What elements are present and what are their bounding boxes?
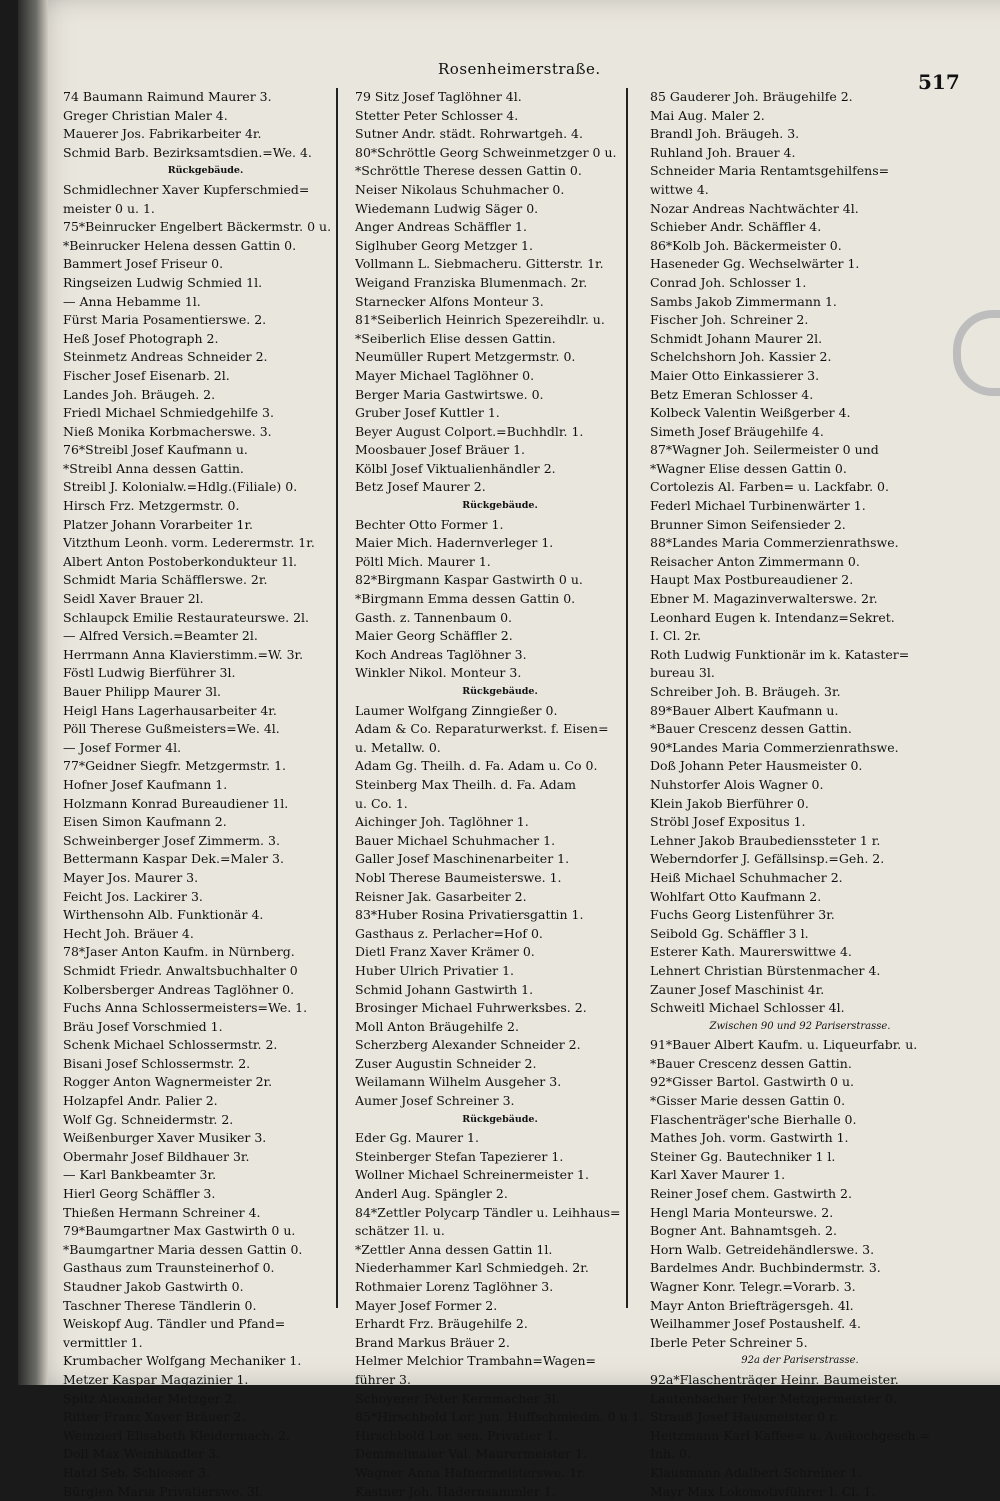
directory-entry: Neiser Nikolaus Schuhmacher 0.	[355, 181, 565, 197]
directory-entry: Reiner Josef chem. Gastwirth 2.	[650, 1186, 852, 1202]
directory-entry: Federl Michael Turbinenwärter 1.	[650, 498, 866, 514]
directory-entry: Stetter Peter Schlosser 4.	[355, 107, 519, 123]
directory-entry: Schneider Maria Rentamtsgehilfens=	[650, 163, 890, 179]
directory-entry: Ruhland Joh. Brauer 4.	[650, 144, 796, 160]
directory-entry: führer 3.	[355, 1371, 411, 1387]
directory-entry: Albert Anton Postoberkondukteur 1l.	[63, 553, 297, 569]
directory-entry: Bardelmes Andr. Buchbindermstr. 3.	[650, 1260, 881, 1276]
directory-entry: Schoyerer Peter Kernmacher 3l.	[355, 1390, 560, 1406]
directory-entry: Sambs Jakob Zimmermann 1.	[650, 293, 837, 309]
directory-entry: *Bauer Crescenz dessen Gattin.	[650, 1055, 852, 1071]
directory-entry: 85*Hirschbold Lor. jun. Huffschmiedm. 0 u 1.	[355, 1409, 644, 1425]
directory-entry: Neumüller Rupert Metzgermstr. 0.	[355, 349, 576, 365]
directory-entry: Thießen Hermann Schreiner 4.	[63, 1204, 261, 1220]
directory-entry: Metzer Kaspar Magazinier 1.	[63, 1371, 249, 1387]
directory-entry: Schmidlechner Xaver Kupferschmied=	[63, 181, 310, 197]
directory-entry: Schlaupck Emilie Restaurateurswe. 2l.	[63, 609, 310, 625]
directory-entry: Aumer Josef Schreiner 3.	[355, 1093, 515, 1109]
directory-entry: Schmid Johann Gastwirth 1.	[355, 981, 534, 997]
directory-entry: schätzer 1l. u.	[355, 1223, 445, 1239]
directory-entry: Esterer Kath. Maurerswittwe 4.	[650, 944, 852, 960]
directory-entry: Mayr Max Lokomotivführer I. Cl. 1.	[650, 1483, 876, 1499]
directory-entry: Doll Max Weinhändler 3.	[63, 1446, 220, 1462]
directory-entry: 85 Gauderer Joh. Bräugehilfe 2.	[650, 89, 853, 104]
directory-entry: Schelchshorn Joh. Kassier 2.	[650, 349, 832, 365]
directory-entry: Wagner Anna Hafnermeisterswe. 1r.	[355, 1464, 586, 1480]
directory-entry: Demmelmaier Val. Maurermeister 1.	[355, 1446, 588, 1462]
directory-entry: Anderl Aug. Spängler 2.	[355, 1186, 508, 1202]
directory-entry: Greger Christian Maler 4.	[63, 107, 228, 123]
page-gutter	[18, 0, 48, 1385]
directory-entry: Bauer Michael Schuhmacher 1.	[355, 832, 556, 848]
directory-entry: 78*Jaser Anton Kaufm. in Nürnberg.	[63, 944, 295, 960]
running-head: Rosenheimerstraße.	[438, 60, 601, 78]
directory-entry: u. Metallw. 0.	[355, 739, 441, 755]
directory-entry: Doß Johann Peter Hausmeister 0.	[650, 758, 863, 774]
directory-entry: Taschner Therese Tändlerin 0.	[63, 1297, 257, 1313]
directory-entry: Brandl Joh. Bräugeh. 3.	[650, 126, 800, 142]
directory-entry: Heß Josef Photograph 2.	[63, 330, 219, 346]
directory-entry: 91*Bauer Albert Kaufm. u. Liqueurfabr. u.	[650, 1037, 918, 1053]
directory-entry: Hirsch Frz. Metzgermstr. 0.	[63, 498, 240, 514]
directory-entry: Mauerer Jos. Fabrikarbeiter 4r.	[63, 126, 262, 142]
directory-entry: Hofner Josef Kaufmann 1.	[63, 776, 228, 792]
directory-entry: Weißenburger Xaver Musiker 3.	[63, 1130, 267, 1146]
directory-entry: *Baumgartner Maria dessen Gattin 0.	[63, 1241, 303, 1257]
directory-entry: Hengl Maria Monteurswe. 2.	[650, 1204, 834, 1220]
directory-entry: Wirthensohn Alb. Funktionär 4.	[63, 907, 264, 923]
directory-entry: 79*Baumgartner Max Gastwirth 0 u.	[63, 1223, 296, 1239]
directory-entry: Mayr Anton Briefträgersgeh. 4l.	[650, 1297, 854, 1313]
directory-entry: *Streibl Anna dessen Gattin.	[63, 460, 244, 476]
directory-entry: Rogger Anton Wagnermeister 2r.	[63, 1074, 273, 1090]
directory-entry: Weilamann Wilhelm Ausgeher 3.	[355, 1074, 562, 1090]
directory-entry: Krumbacher Wolfgang Mechaniker 1.	[63, 1353, 302, 1369]
directory-entry: Flaschenträger'sche Bierhalle 0.	[650, 1111, 857, 1127]
directory-entry: Wiedemann Ludwig Säger 0.	[355, 200, 539, 216]
directory-entry: Obermahr Josef Bildhauer 3r.	[63, 1148, 250, 1164]
directory-entry: Rückgebäude.	[462, 1113, 538, 1125]
directory-entry: Mayer Michael Taglöhner 0.	[355, 367, 535, 383]
directory-entry: Haseneder Gg. Wechselwärter 1.	[650, 256, 860, 272]
directory-entry: Kolbersberger Andreas Taglöhner 0.	[63, 981, 295, 997]
paper-clip	[953, 310, 1000, 396]
directory-entry: Scherzberg Alexander Schneider 2.	[355, 1037, 581, 1053]
directory-entry: Cortolezis Al. Farben= u. Lackfabr. 0.	[650, 479, 889, 495]
directory-entry: Gruber Josef Kuttler 1.	[355, 405, 500, 421]
directory-entry: 77*Geidner Siegfr. Metzgermstr. 1.	[63, 758, 287, 774]
directory-entry: Starnecker Alfons Monteur 3.	[355, 293, 544, 309]
directory-entry: Steinmetz Andreas Schneider 2.	[63, 349, 268, 365]
directory-entry: Helmer Melchior Trambahn=Wagen=	[355, 1353, 596, 1369]
directory-entry: Weiskopf Aug. Tändler und Pfand=	[63, 1316, 286, 1332]
directory-entry: I. Cl. 2r.	[650, 628, 701, 644]
directory-entry: Feicht Jos. Lackirer 3.	[63, 888, 203, 904]
directory-entry: Weigand Franziska Blumenmach. 2r.	[355, 274, 588, 290]
directory-entry: Weinzierl Elisabeth Kleidermach. 2.	[63, 1427, 290, 1443]
directory-entry: Haupt Max Postbureaudiener 2.	[650, 572, 854, 588]
directory-entry: Schmidt Maria Schäfflerswe. 2r.	[63, 572, 268, 588]
directory-entry: Nuhstorfer Alois Wagner 0.	[650, 776, 824, 792]
directory-entry: Ebner M. Magazinverwalterswe. 2r.	[650, 591, 878, 607]
directory-entry: Ringseizen Ludwig Schmied 1l.	[63, 274, 263, 290]
directory-entry: Bechter Otto Former 1.	[355, 516, 504, 532]
directory-entry: Mayer Josef Former 2.	[355, 1297, 498, 1313]
directory-entry: Eisen Simon Kaufmann 2.	[63, 814, 227, 830]
directory-entry: Wolf Gg. Schneidermstr. 2.	[63, 1111, 234, 1127]
directory-entry: Reisner Jak. Gasarbeiter 2.	[355, 888, 527, 904]
directory-entry: Herrmann Anna Klavierstimm.=W. 3r.	[63, 646, 304, 662]
directory-entry: Hecht Joh. Bräuer 4.	[63, 925, 194, 941]
directory-entry: Moll Anton Bräugehilfe 2.	[355, 1018, 519, 1034]
directory-entry: *Birgmann Emma dessen Gattin 0.	[355, 591, 576, 607]
directory-entry: Wohlfart Otto Kaufmann 2.	[650, 888, 822, 904]
directory-entry: Adam Gg. Theilh. d. Fa. Adam u. Co 0.	[355, 758, 598, 774]
directory-entry: Seibold Gg. Schäffler 3 l.	[650, 925, 809, 941]
column-1	[63, 88, 348, 1501]
directory-entry: Koch Andreas Taglöhner 3.	[355, 646, 527, 662]
directory-entry: Schweitl Michael Schlosser 4l.	[650, 1000, 845, 1016]
directory-entry: Mai Aug. Maler 2.	[650, 107, 765, 123]
directory-entry: — Josef Former 4l.	[63, 739, 182, 755]
directory-entry: 84*Zettler Polycarp Tändler u. Leihhaus=	[355, 1204, 621, 1220]
directory-entry: Zauner Josef Maschinist 4r.	[650, 981, 825, 997]
directory-entry: Erhardt Frz. Bräugehilfe 2.	[355, 1316, 528, 1332]
directory-entry: Zwischen 90 und 92 Pariserstrasse.	[709, 1020, 891, 1032]
directory-entry: Pöltl Mich. Maurer 1.	[355, 553, 491, 569]
directory-entry: wittwe 4.	[650, 181, 709, 197]
directory-entry: Vitzthum Leonh. vorm. Lederermstr. 1r.	[63, 535, 315, 551]
directory-entry: Brosinger Michael Fuhrwerksbes. 2.	[355, 1000, 587, 1016]
directory-entry: Betz Emeran Schlosser 4.	[650, 386, 814, 402]
directory-entry: Heiß Michael Schuhmacher 2.	[650, 869, 843, 885]
directory-entry: *Schröttle Therese dessen Gattin 0.	[355, 163, 582, 179]
directory-entry: Steiner Gg. Bautechniker 1 l.	[650, 1148, 836, 1164]
directory-entry: Spitz Alexander Metzger 2.	[63, 1390, 237, 1406]
directory-entry: vermittler 1.	[63, 1334, 143, 1350]
directory-entry: 88*Landes Maria Commerzienrathswe.	[650, 535, 899, 551]
directory-entry: Fischer Joh. Schreiner 2.	[650, 312, 809, 328]
directory-entry: Galler Josef Maschinenarbeiter 1.	[355, 851, 570, 867]
directory-entry: Zuser Augustin Schneider 2.	[355, 1055, 537, 1071]
directory-entry: Anger Andreas Schäffler 1.	[355, 219, 527, 235]
directory-entry: 76*Streibl Josef Kaufmann u.	[63, 442, 248, 458]
directory-entry: Siglhuber Georg Metzger 1.	[355, 237, 533, 253]
directory-entry: Aichinger Joh. Taglöhner 1.	[355, 814, 529, 830]
directory-entry: Landes Joh. Bräugeh. 2.	[63, 386, 216, 402]
directory-entry: *Beinrucker Helena dessen Gattin 0.	[63, 237, 297, 253]
directory-entry: *Zettler Anna dessen Gattin 1l.	[355, 1241, 553, 1257]
directory-entry: Iberle Peter Schreiner 5.	[650, 1334, 808, 1350]
directory-entry: Conrad Joh. Schlosser 1.	[650, 274, 807, 290]
column-2	[355, 88, 645, 1501]
directory-entry: Schweinberger Josef Zimmerm. 3.	[63, 832, 280, 848]
directory-entry: 89*Bauer Albert Kaufmann u.	[650, 702, 839, 718]
directory-entry: Ströbl Josef Expositus 1.	[650, 814, 806, 830]
directory-entry: Wagner Konr. Telegr.=Vorarb. 3.	[650, 1279, 856, 1294]
directory-entry: *Seiberlich Elise dessen Gattin.	[355, 330, 556, 346]
directory-entry: Seidl Xaver Brauer 2l.	[63, 591, 204, 607]
directory-entry: Betz Josef Maurer 2.	[355, 479, 486, 495]
directory-entry: Kolbeck Valentin Weißgerber 4.	[650, 405, 851, 421]
book-page	[18, 0, 1000, 1499]
directory-entry: bureau 3l.	[650, 665, 715, 681]
directory-entry: Holzmann Konrad Bureaudiener 1l.	[63, 795, 289, 811]
directory-entry: Bisani Josef Schlossermstr. 2.	[63, 1055, 251, 1071]
directory-entry: Schreiber Joh. B. Bräugeh. 3r.	[650, 684, 841, 699]
directory-entry: Fürst Maria Posamentierswe. 2.	[63, 312, 267, 328]
directory-entry: 92*Gisser Bartol. Gastwirth 0 u.	[650, 1074, 854, 1090]
directory-entry: Ritter Franz Xaver Bräuer 2.	[63, 1409, 246, 1425]
directory-entry: 82*Birgmann Kaspar Gastwirth 0 u.	[355, 572, 583, 588]
directory-entry: Schmidt Friedr. Anwaltsbuchhalter 0	[63, 962, 298, 978]
directory-entry: Brand Markus Bräuer 2.	[355, 1334, 510, 1350]
directory-entry: 92a*Flaschenträger Heinr. Baumeister.	[650, 1371, 899, 1387]
directory-entry: Mayer Jos. Maurer 3.	[63, 869, 199, 885]
directory-entry: Steinberg Max Theilh. d. Fa. Adam	[355, 776, 576, 792]
directory-entry: 81*Seiberlich Heinrich Spezereihdlr. u.	[355, 312, 605, 328]
directory-entry: Bogner Ant. Bahnamtsgeh. 2.	[650, 1223, 837, 1239]
directory-entry: Gasthaus zum Traunsteinerhof 0.	[63, 1260, 275, 1276]
directory-entry: 92a der Pariserstrasse.	[741, 1355, 859, 1367]
directory-entry: Bürglen Maria Privatierswe. 3l.	[63, 1483, 263, 1499]
directory-entry: 75*Beinrucker Engelbert Bäckermstr. 0 u.	[63, 219, 332, 235]
directory-entry: 86*Kolb Joh. Bäckermeister 0.	[650, 237, 842, 253]
directory-entry: Fuchs Anna Schlossermeisters=We. 1.	[63, 1000, 308, 1016]
directory-entry: Hirschbold Lor. sen. Privatier 1.	[355, 1427, 559, 1443]
directory-entry: Kastner Joh. Hadernsammler 1.	[355, 1483, 556, 1499]
directory-entry: Strauß Josef Hausmeister 0 r.	[650, 1409, 838, 1425]
directory-entry: Nieß Monika Korbmacherswe. 3.	[63, 423, 272, 439]
directory-entry: meister 0 u. 1.	[63, 200, 155, 216]
directory-entry: Maier Georg Schäffler 2.	[355, 628, 513, 644]
directory-entry: Lehner Jakob Braubedienssteter 1 r.	[650, 832, 881, 848]
directory-entry: — Anna Hebamme 1l.	[63, 293, 201, 309]
directory-entry: 83*Huber Rosina Privatiersgattin 1.	[355, 907, 584, 923]
directory-entry: *Wagner Elise dessen Gattin 0.	[650, 460, 847, 476]
directory-entry: Klausmann Adalbert Schreiner 1.	[650, 1464, 862, 1480]
directory-entry: Gasth. z. Tannenbaum 0.	[355, 609, 513, 625]
column-3	[650, 88, 950, 1501]
directory-entry: Huber Ulrich Privatier 1.	[355, 962, 515, 978]
directory-entry: Roth Ludwig Funktionär im k. Kataster=	[650, 646, 910, 662]
directory-entry: Föstl Ludwig Bierführer 3l.	[63, 665, 236, 681]
directory-entry: Bammert Josef Friseur 0.	[63, 256, 224, 272]
directory-entry: Hatzl Seb. Schlosser 3.	[63, 1464, 211, 1480]
directory-entry: Dietl Franz Xaver Krämer 0.	[355, 944, 535, 960]
directory-entry: Laumer Wolfgang Zinngießer 0.	[355, 702, 558, 718]
directory-entry: Winkler Nikol. Monteur 3.	[355, 665, 522, 681]
directory-entry: u. Co. 1.	[355, 795, 408, 811]
directory-entry: Holzapfel Andr. Palier 2.	[63, 1093, 218, 1109]
directory-entry: Nobl Therese Baumeisterswe. 1.	[355, 869, 562, 885]
directory-entry: Staudner Jakob Gastwirth 0.	[63, 1279, 244, 1294]
directory-entry: Wollner Michael Schreinermeister 1.	[355, 1167, 589, 1183]
directory-entry: Leonhard Eugen k. Intendanz=Sekret.	[650, 609, 895, 625]
directory-entry: Weilhammer Josef Postaushelf. 4.	[650, 1316, 862, 1332]
directory-entry: Eder Gg. Maurer 1.	[355, 1130, 479, 1146]
directory-entry: Mathes Joh. vorm. Gastwirth 1.	[650, 1130, 849, 1146]
page-number: 517	[918, 70, 960, 94]
directory-entry: Brunner Simon Seifensieder 2.	[650, 516, 846, 532]
directory-entry: 80*Schröttle Georg Schweinmetzger 0 u.	[355, 144, 617, 160]
directory-entry: 79 Sitz Josef Taglöhner 4l.	[355, 89, 522, 104]
directory-entry: Berger Maria Gastwirtswe. 0.	[355, 386, 544, 402]
directory-entry: Schmidt Johann Maurer 2l.	[650, 330, 823, 346]
directory-entry: — Karl Bankbeamter 3r.	[63, 1167, 217, 1183]
directory-entry: — Alfred Versich.=Beamter 2l.	[63, 628, 258, 644]
directory-entry: Horn Walb. Getreidehändlerswe. 3.	[650, 1241, 875, 1257]
directory-entry: Pöll Therese Gußmeisters=We. 4l.	[63, 721, 280, 737]
directory-entry: Rothmaier Lorenz Taglöhner 3.	[355, 1279, 554, 1294]
directory-entry: Friedl Michael Schmiedgehilfe 3.	[63, 405, 274, 421]
directory-entry: Sutner Andr. städt. Rohrwartgeh. 4.	[355, 126, 583, 142]
directory-entry: Schenk Michael Schlossermstr. 2.	[63, 1037, 278, 1053]
directory-entry: Simeth Josef Bräugehilfe 4.	[650, 423, 824, 439]
directory-entry: Kölbl Josef Viktualienhändler 2.	[355, 460, 556, 476]
directory-entry: Niederhammer Karl Schmiedgeh. 2r.	[355, 1260, 589, 1276]
directory-entry: Moosbauer Josef Bräuer 1.	[355, 442, 526, 458]
directory-entry: Bettermann Kaspar Dek.=Maler 3.	[63, 851, 284, 867]
directory-entry: Nozar Andreas Nachtwächter 4l.	[650, 200, 859, 216]
directory-entry: Inh. 0.	[650, 1446, 691, 1462]
directory-entry: Bauer Philipp Maurer 3l.	[63, 684, 222, 699]
directory-entry: Bräu Josef Vorschmied 1.	[63, 1018, 223, 1034]
directory-entry: Beyer August Colport.=Buchhdlr. 1.	[355, 423, 584, 439]
directory-entry: Steinberger Stefan Tapezierer 1.	[355, 1148, 564, 1164]
directory-entry: Rückgebäude.	[462, 500, 538, 512]
directory-entry: 74 Baumann Raimund Maurer 3.	[63, 89, 272, 104]
directory-entry: Streibl J. Kolonialw.=Hdlg.(Filiale) 0.	[63, 479, 298, 495]
directory-entry: Lehnert Christian Bürstenmacher 4.	[650, 962, 881, 978]
directory-entry: Vollmann L. Siebmacheru. Gitterstr. 1r.	[355, 256, 604, 272]
directory-entry: Karl Xaver Maurer 1.	[650, 1167, 786, 1183]
directory-entry: Rückgebäude.	[462, 686, 538, 697]
directory-entry: *Bauer Crescenz dessen Gattin.	[650, 721, 852, 737]
directory-entry: Rückgebäude.	[167, 165, 244, 177]
directory-entry: Platzer Johann Vorarbeiter 1r.	[63, 516, 254, 532]
directory-entry: *Gisser Marie dessen Gattin 0.	[650, 1093, 846, 1109]
directory-entry: Heigl Hans Lagerhausarbeiter 4r.	[63, 702, 277, 718]
directory-entry: Adam & Co. Reparaturwerkst. f. Eisen=	[355, 721, 609, 737]
directory-entry: Gasthaus z. Perlacher=Hof 0.	[355, 925, 543, 941]
directory-entry: 87*Wagner Joh. Seilermeister 0 und	[650, 442, 879, 458]
directory-entry: Reisacher Anton Zimmermann 0.	[650, 553, 860, 569]
directory-entry: Schieber Andr. Schäffler 4.	[650, 219, 822, 235]
directory-entry: Lautenbacher Peter Metzgermeister 0.	[650, 1390, 897, 1406]
directory-entry: 90*Landes Maria Commerzienrathswe.	[650, 739, 899, 755]
directory-entry: Schmid Barb. Bezirksamtsdien.=We. 4.	[63, 144, 312, 160]
directory-entry: Fischer Josef Eisenarb. 2l.	[63, 367, 230, 383]
directory-entry: Klein Jakob Bierführer 0.	[650, 795, 809, 811]
directory-entry: Fuchs Georg Listenführer 3r.	[650, 907, 835, 923]
directory-entry: Weberndorfer J. Gefällsinsp.=Geh. 2.	[650, 851, 885, 867]
directory-entry: Maier Mich. Hadernverleger 1.	[355, 535, 554, 551]
directory-entry: Heitzmann Karl Kaffee= u. Auskochgesch.=	[650, 1427, 930, 1443]
directory-entry: Maier Otto Einkassierer 3.	[650, 367, 820, 383]
directory-entry: Hierl Georg Schäffler 3.	[63, 1186, 216, 1202]
